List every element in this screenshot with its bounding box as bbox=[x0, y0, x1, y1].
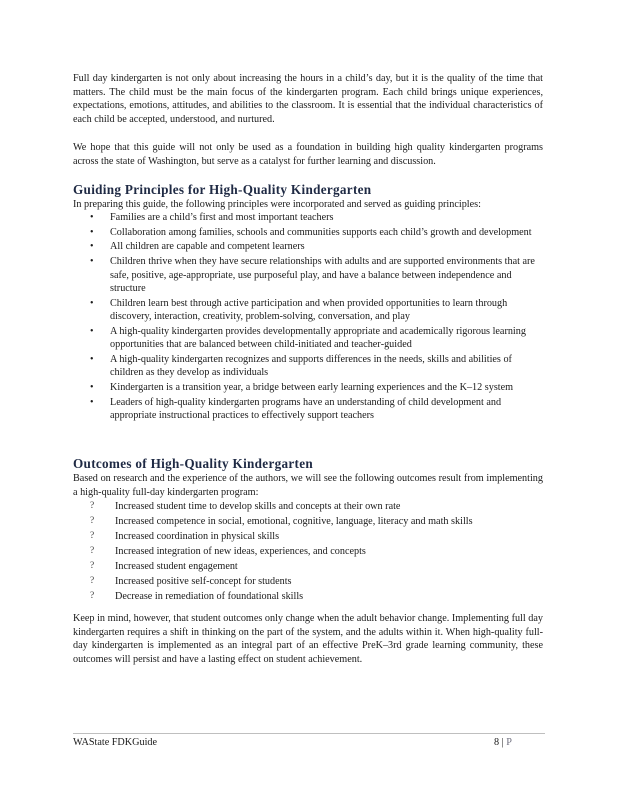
outcome-item bbox=[73, 530, 543, 543]
guiding-principles-lead: In preparing this guide, the following principles were incorporated and served as guiding principles: bbox=[73, 199, 481, 210]
outcome-item-text: Increased student time to develop skills and concepts at their own rate bbox=[115, 501, 401, 512]
footer-document-title: WAState FDKGuide bbox=[73, 737, 158, 748]
principle-item-text: Collaboration among families, schools and communities supports each child’s growth and development bbox=[110, 226, 532, 238]
outcomes-heading: Outcomes of High‐Quality Kindergarten bbox=[73, 456, 314, 471]
principle-item bbox=[73, 211, 543, 224]
footer-page-number bbox=[494, 737, 512, 748]
bullet-marker: • bbox=[90, 381, 94, 393]
outcome-item bbox=[73, 590, 543, 603]
intro-paragraph-1: Full day kindergarten is not only about increasing the hours in a child’s day, but it is the quality of the time that matters. The child must be the main focus of the kindergarten program. Each child brings unique experiences, expectations, emotions, attitudes, and abilities to the classroom. It is essential that the individual characteristics of each child be accepted, understood, and nurtured. bbox=[73, 73, 543, 125]
bullet-marker: ? bbox=[90, 531, 95, 541]
page-label: P bbox=[506, 737, 512, 748]
outcome-item bbox=[73, 500, 543, 513]
footer-divider bbox=[73, 733, 545, 734]
principle-item bbox=[73, 396, 543, 423]
guiding-principles-heading: Guiding Principles for High‐Quality Kindergarten bbox=[73, 182, 372, 197]
outcome-item bbox=[73, 545, 543, 558]
principle-item-text: All children are capable and competent learners bbox=[110, 241, 305, 253]
principle-item-text: A high‐quality kindergarten recognizes and supports differences in the needs, skills and abilities of children as they develop as individuals bbox=[110, 353, 512, 379]
principle-item bbox=[73, 353, 543, 380]
outcome-item bbox=[73, 575, 543, 588]
outcome-item-text: Increased student engagement bbox=[115, 561, 238, 572]
outcome-item bbox=[73, 515, 543, 528]
outcomes-list bbox=[73, 500, 543, 605]
outcome-item bbox=[73, 560, 543, 573]
guiding-principles-list bbox=[73, 211, 543, 424]
bullet-marker: • bbox=[90, 297, 94, 309]
principle-item bbox=[73, 226, 543, 239]
outcome-item-text: Increased positive self‐concept for students bbox=[115, 576, 292, 587]
principle-item-text: Leaders of high‐quality kindergarten programs have an understanding of child development and appropriate instructional practices to effectively support teachers bbox=[110, 396, 502, 422]
intro-paragraph-2: We hope that this guide will not only be used as a foundation in building high quality kindergarten programs across the state of Washington, but serve as a catalyst for further learning and discussion. bbox=[73, 142, 543, 167]
outcome-item-text: Decrease in remediation of foundational skills bbox=[115, 591, 304, 602]
bullet-marker: ? bbox=[90, 516, 95, 526]
closing-paragraph: Keep in mind, however, that student outcomes only change when the adult behavior change. Implementing full day kindergarten requires a shift in thinking on the part of the system, and the adults within it. When high‐quality full‐day kindergarten is implemented as an integral part of an effective PreK–3rd grade learning community, these outcomes will persist and have a lasting effect on student achievement. bbox=[73, 613, 543, 665]
bullet-marker: • bbox=[90, 226, 94, 238]
principle-item-text: Children learn best through active participation and when provided opportunities to learn through discovery, interaction, creativity, problem‐solving, conversation, and play bbox=[110, 297, 508, 323]
principle-item-text: Kindergarten is a transition year, a bridge between early learning experiences and the K–12 system bbox=[110, 381, 514, 393]
principle-item bbox=[73, 325, 543, 352]
outcome-item-text: Increased integration of new ideas, experiences, and concepts bbox=[115, 546, 366, 557]
bullet-marker: ? bbox=[90, 546, 95, 556]
principle-item-text: Children thrive when they have secure relationships with adults and are supported environments that are safe, positive, age‐appropriate, use purposeful play, and have a balance between independence and structure bbox=[110, 256, 535, 294]
outcome-item-text: Increased competence in social, emotional, cognitive, language, literacy and math skills bbox=[115, 516, 473, 527]
bullet-marker: ? bbox=[90, 591, 95, 601]
principle-item bbox=[73, 381, 543, 394]
outcome-item-text: Increased coordination in physical skills bbox=[115, 531, 280, 542]
bullet-marker: ? bbox=[90, 501, 95, 511]
bullet-marker: ? bbox=[90, 576, 95, 586]
bullet-marker: • bbox=[90, 353, 94, 365]
principle-item bbox=[73, 240, 543, 253]
bullet-marker: • bbox=[90, 256, 94, 268]
bullet-marker: • bbox=[90, 396, 94, 408]
bullet-marker: • bbox=[90, 325, 94, 337]
principle-item-text: Families are a child’s first and most important teachers bbox=[110, 212, 334, 223]
outcomes-lead: Based on research and the experience of the authors, we will see the following outcomes result from implementing a high‐quality full‐day kindergarten program: bbox=[73, 473, 543, 498]
principle-item bbox=[73, 255, 543, 295]
principle-item-text: A high‐quality kindergarten provides developmentally appropriate and academically rigorous learning opportunities that are balanced between child‐initiated and teacher‐guided bbox=[110, 325, 526, 351]
page-number: 8 bbox=[494, 737, 500, 748]
bullet-marker: ? bbox=[90, 561, 95, 571]
page-separator: | bbox=[501, 737, 504, 748]
bullet-marker: • bbox=[90, 241, 94, 253]
bullet-marker: • bbox=[90, 212, 94, 223]
principle-item bbox=[73, 297, 543, 324]
